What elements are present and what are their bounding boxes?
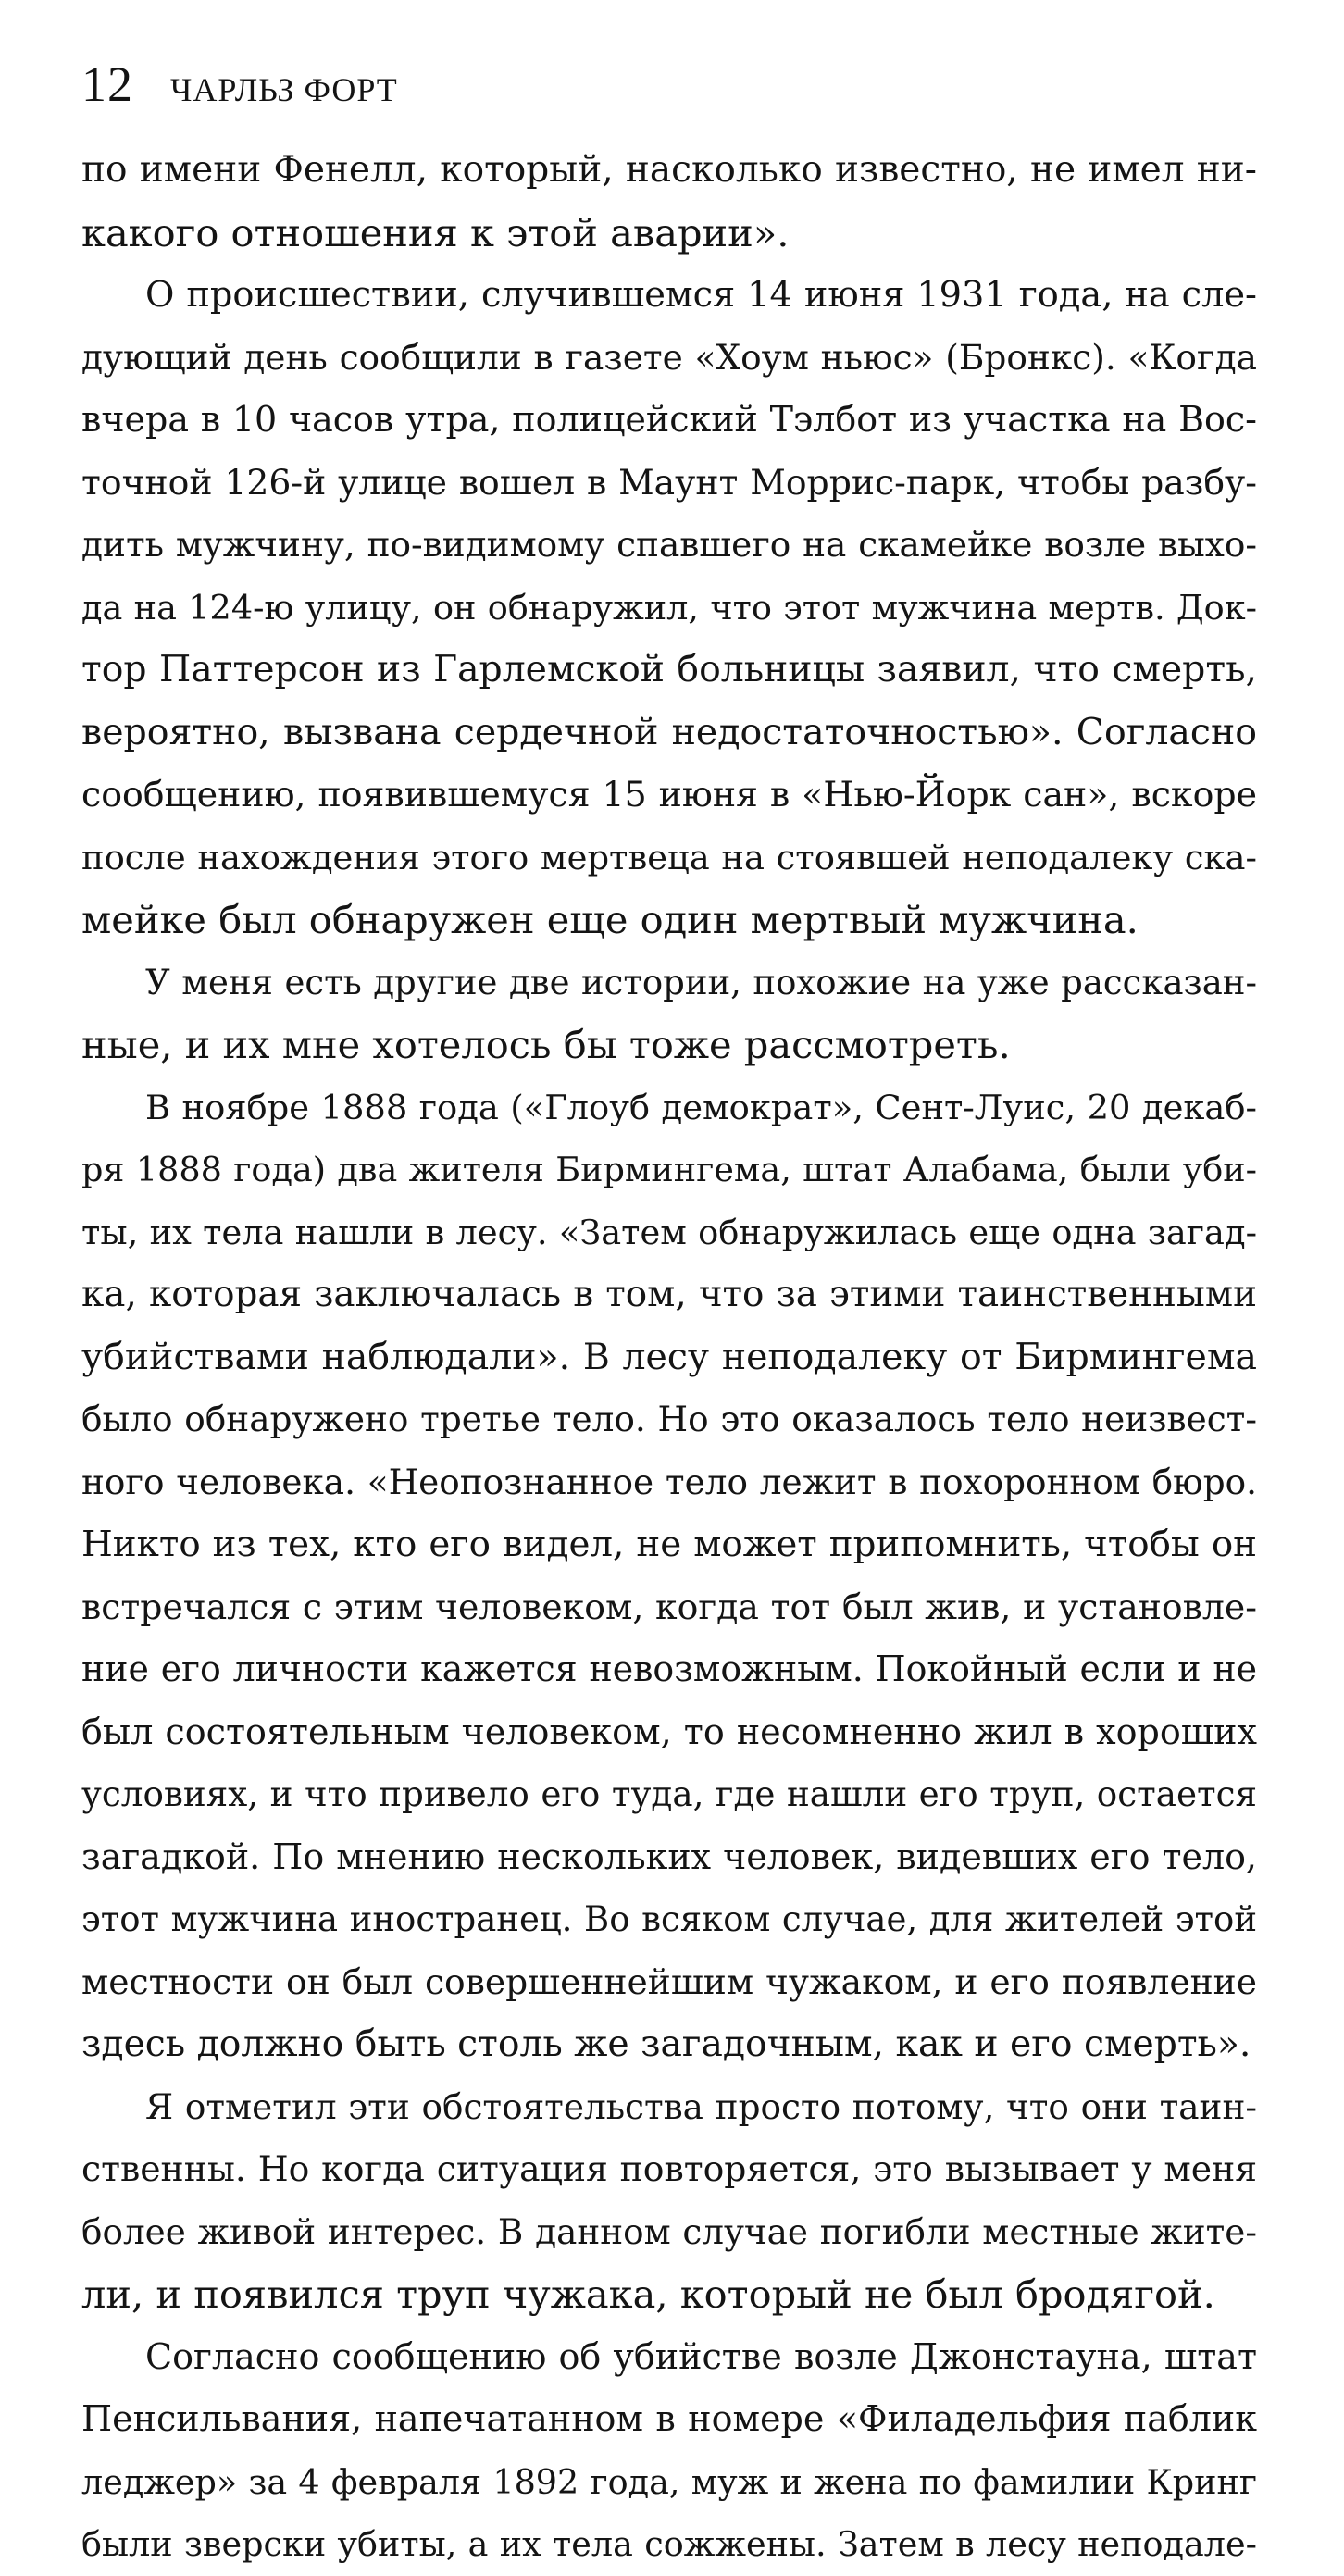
page-number: 12: [81, 56, 133, 112]
text-line: более живой интерес. В данном случае погибли местные жите-: [81, 2210, 1257, 2252]
text-line: ты, их тела нашли в лесу. «Затем обнаружилась еще одна загад-: [81, 1212, 1257, 1252]
text-line: У меня есть другие две истории, похожие на уже рассказан-: [145, 962, 1257, 1002]
text-line: мейке был обнаружен еще один мертвый мужчина.: [81, 897, 1139, 942]
text-line: леджер» за 4 февраля 1892 года, муж и жена по фамилии Кринг: [81, 2461, 1257, 2502]
text-line: точной 126-й улице вошел в Маунт Моррис-парк, чтобы разбу-: [81, 461, 1257, 503]
running-title: ЧАРЛЬЗ ФОРТ: [170, 71, 398, 108]
text-line: тор Паттерсон из Гарлемской больницы заявил, что смерть,: [81, 649, 1257, 691]
text-line: условиях, и что привело его туда, где нашли его труп, остается: [81, 1773, 1257, 1814]
text-line: Никто из тех, кто его видел, не может припомнить, чтобы он: [81, 1524, 1257, 1565]
text-line: Пенсильвания, напечатанном в номере «Филадельфия паблик: [81, 2398, 1257, 2439]
text-line: ные, и их мне хотелось бы тоже рассмотреть.: [81, 1022, 1011, 1067]
text-line: ка, которая заключалась в том, что за этими таинственными: [81, 1274, 1257, 1315]
text-line: сообщению, появившемуся 15 июня в «Нью-Йорк сан», вскоре: [81, 774, 1257, 815]
running-head: [81, 56, 398, 130]
body-text: [81, 139, 1257, 2576]
text-line: дить мужчину, по-видимому спавшего на скамейке возле выхо-: [81, 524, 1257, 565]
text-line: убийствами наблюдали». В лесу неподалеку от Бирмингема: [81, 1335, 1257, 1378]
text-line: дующий день сообщили в газете «Хоум ньюс» (Бронкс). «Когда: [81, 336, 1257, 378]
text-line: О происшествии, случившемся 14 июня 1931 года, на сле-: [145, 274, 1257, 316]
text-line: местности он был совершеннейшим чужаком, и его появление: [81, 1960, 1257, 2002]
text-line: ря 1888 года) два жителя Бирмингема, штат Алабама, были уби-: [81, 1150, 1257, 1189]
text-line: этот мужчина иностранец. Во всяком случае, для жителей этой: [81, 1899, 1257, 1939]
text-line: было обнаружено третье тело. Но это оказалось тело неизвест-: [81, 1399, 1257, 1439]
text-line: ние его личности кажется невозможным. Покойный если и не: [81, 1649, 1257, 1689]
text-line: здесь должно быть столь же загадочным, как и его смерть».: [81, 2023, 1251, 2065]
text-line: ли, и появился труп чужака, который не был бродягой.: [81, 2271, 1215, 2317]
text-line: Согласно сообщению об убийстве возле Джонстауна, штат: [145, 2335, 1257, 2377]
text-line: загадкой. По мнению нескольких человек, видевших его тело,: [81, 1836, 1257, 1877]
text-line: вероятно, вызвана сердечной недостаточностью». Согласно: [81, 710, 1257, 753]
text-line: какого отношения к этой аварии».: [81, 209, 790, 255]
text-line: ственны. Но когда ситуация повторяется, это вызывает у меня: [81, 2148, 1257, 2189]
text-line: Я отметил эти обстоятельства просто потому, что они таин-: [145, 2085, 1257, 2127]
text-line: после нахождения этого мертвеца на стоявшей неподалеку ска-: [81, 837, 1257, 877]
text-line: вчера в 10 часов утра, полицейский Тэлбот из участка на Вос-: [81, 399, 1257, 440]
text-line: по имени Фенелл, который, насколько известно, не имел ни-: [81, 149, 1257, 191]
text-line: были зверски убиты, а их тела сожжены. Затем в лесу неподале-: [81, 2524, 1257, 2564]
text-line: был состоятельным человеком, то несомненно жил в хороших: [81, 1711, 1257, 1752]
text-line: встречался с этим человеком, когда тот был жив, и установле-: [81, 1586, 1257, 1627]
text-line: В ноябре 1888 года («Глоуб демократ», Сент-Луис, 20 декаб-: [145, 1087, 1257, 1127]
text-line: ного человека. «Неопознанное тело лежит в похоронном бюро.: [81, 1461, 1257, 1502]
text-line: да на 124-ю улицу, он обнаружил, что этот мужчина мертв. Док-: [81, 587, 1257, 628]
